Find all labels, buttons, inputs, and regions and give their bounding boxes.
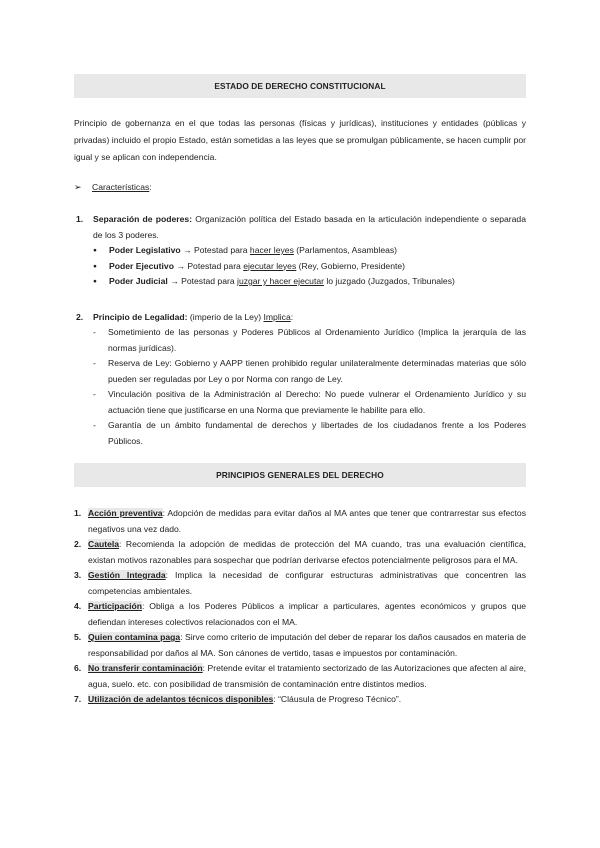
list-item xyxy=(74,692,526,708)
features-label: Características xyxy=(92,182,150,192)
document-page xyxy=(74,74,526,708)
list-item xyxy=(74,630,526,661)
power-rest: (Rey, Gobierno, Presidente) xyxy=(296,260,406,271)
power-name: Poder Ejecutivo xyxy=(109,260,174,271)
principle-name: Acción preventiva xyxy=(88,508,163,518)
list-item: - Garantía de un ámbito fundamental de derechos y libertades de los ciudadanos frente a los Poderes Públicos. xyxy=(93,418,526,449)
list-item: - Vinculación positiva de la Administración al Derecho: No puede vulnerar el Ordenamiento Jurídico y su actuación tiene que justificarse en una Norma que previamente le habilite para ello. xyxy=(93,387,526,418)
power-name: Poder Judicial xyxy=(109,276,168,286)
powers-list xyxy=(93,243,526,290)
power-arrow: → Potestad para xyxy=(167,276,238,286)
principle-text: : Implica la necesidad de configurar estructuras administrativas que concentren las competencias ambientales. xyxy=(88,570,526,596)
item-title: Principio de Legalidad: xyxy=(93,311,188,322)
principle-text: : Recomienda la adopción de medidas de protección del MA cuando, tras una evaluación científica, existan motivos razonables para sospechar que podrían derivarse efectos potencialmente peligrosos para el MA. xyxy=(88,539,526,565)
power-name: Poder Legislativo xyxy=(109,245,181,255)
list-item xyxy=(74,568,526,599)
item-number: 5. xyxy=(74,632,82,642)
list-item-separacion-poderes xyxy=(74,212,526,290)
features-heading xyxy=(74,180,526,194)
item-number: 1. xyxy=(74,508,82,518)
intro-paragraph: Principio de gobernanza en el que todas las personas (físicas y jurídicas), instituciones y entidades (públicas y privadas) incluido el propio Estado, están sometidas a las leyes que se promulgan públicamente, se hacen cumplir por igual y se aplican con independencia. xyxy=(74,118,526,162)
principle-name: No transferir contaminación xyxy=(88,663,203,673)
item-text: (imperio de la Ley) xyxy=(187,311,264,322)
list-item: - Sometimiento de las personas y Poderes Públicos al Ordenamiento Jurídico (Implica la jerarquía de las normas jurídicas). xyxy=(93,325,526,356)
list-item xyxy=(74,599,526,630)
principle-text: : Pretende evitar el tratamiento sectorizado de las Autorizaciones que afecten al aire, agua, suelo. etc. con posibilidad de transmisión de contaminación entre distintos medios. xyxy=(88,663,526,689)
list-item xyxy=(74,661,526,692)
item-number: 3. xyxy=(74,570,82,580)
item-number: 7. xyxy=(74,694,82,704)
power-action: hacer leyes xyxy=(249,245,294,255)
section-title-estado-derecho: ESTADO DE DERECHO CONSTITUCIONAL xyxy=(74,74,526,98)
item-number: 4. xyxy=(74,601,82,611)
power-action: juzgar y hacer ejecutar xyxy=(237,276,324,286)
power-rest: (Parlamentos, Asambleas) xyxy=(293,245,398,255)
list-item-principio-legalidad xyxy=(74,310,526,450)
item-number: 2. xyxy=(74,539,82,549)
power-arrow: → Potestad para xyxy=(173,260,244,271)
list-item xyxy=(93,259,526,275)
implica-label: Implica xyxy=(263,311,291,322)
list-item xyxy=(93,243,526,259)
section-title-principios: PRINCIPIOS GENERALES DEL DERECHO xyxy=(74,463,526,487)
principle-name: Quien contamina paga xyxy=(88,632,181,642)
principle-name: Participación xyxy=(88,601,142,611)
item-text: Organización política del Estado basada en la articulación independiente o separada de los 3 poderes. xyxy=(93,214,526,240)
arrow-bullet-icon: ➢ xyxy=(74,182,82,192)
list-item xyxy=(74,506,526,537)
features-colon: : xyxy=(149,182,152,192)
principles-list xyxy=(74,506,526,708)
principle-text: : Sirve como criterio de imputación del deber de reparar los daños causados en materia de responsabilidad por daños al MA. Son cánones de vertido, tasas e impuestos por contaminación. xyxy=(88,632,526,658)
item-number: 6. xyxy=(74,663,82,673)
principle-text: : “Cláusula de Progreso Técnico”. xyxy=(273,694,402,704)
principle-name: Gestión Integrada xyxy=(88,570,166,580)
principle-name: Cautela xyxy=(88,539,120,549)
item-number: 2. xyxy=(76,311,84,322)
principle-text: : Adopción de medidas para evitar daños al MA antes que tener que contrarrestar sus efectos negativos una vez dado. xyxy=(88,508,527,534)
item-number: 1. xyxy=(76,214,84,224)
item-title: Separación de poderes: xyxy=(93,214,193,224)
principle-text: : Obliga a los Poderes Públicos a implicar a particulares, agentes económicos y grupos que defiendan intereses colectivos relacionados con el MA. xyxy=(88,601,526,627)
list-item: - Reserva de Ley: Gobierno y AAPP tienen prohibido regular unilateralmente determinadas materias que sólo pueden ser reguladas por Ley o por Norma con rango de Ley. xyxy=(93,356,526,387)
power-rest: lo juzgado (Juzgados, Tribunales) xyxy=(323,276,455,286)
implica-colon: : xyxy=(290,311,294,322)
power-arrow: → Potestad para xyxy=(180,245,250,255)
list-item xyxy=(93,274,526,290)
legality-points-list xyxy=(93,325,526,449)
list-item xyxy=(74,537,526,568)
principle-name: Utilización de adelantos técnicos disponibles xyxy=(88,694,274,704)
power-action: ejecutar leyes xyxy=(243,260,297,271)
